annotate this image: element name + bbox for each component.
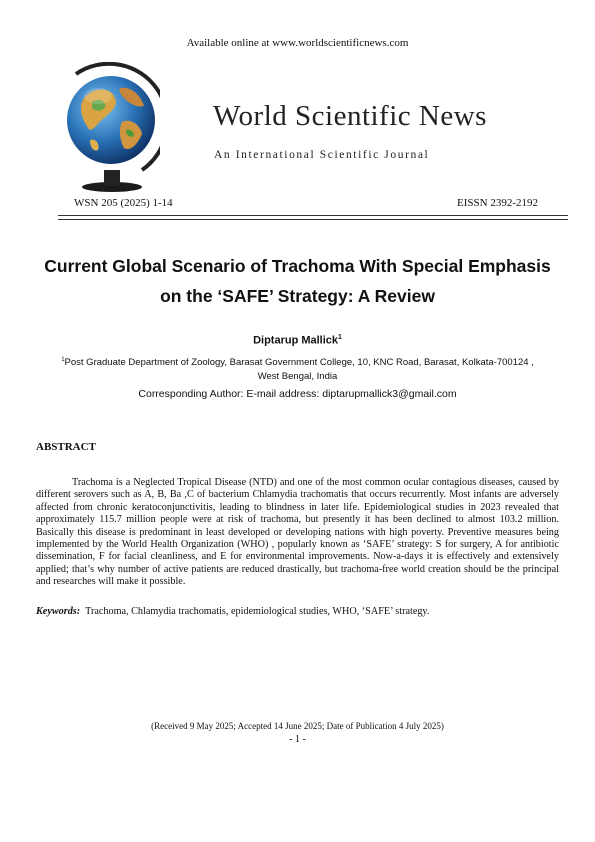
- journal-title: World Scientific News: [213, 100, 487, 132]
- keywords-list: Trachoma, Chlamydia trachomatis, epidemiological studies, WHO, ‘SAFE’ strategy.: [85, 606, 430, 617]
- abstract-body: [36, 477, 559, 589]
- keywords: [36, 606, 559, 617]
- affiliation-text-1: Post Graduate Department of Zoology, Barasat Government College, 10, KNC Road, Barasat, Kolkata-700124 ,: [64, 357, 534, 369]
- header-rule-thin: [58, 219, 568, 220]
- abstract-heading: ABSTRACT: [36, 441, 96, 453]
- header-rule-thick: [58, 215, 568, 216]
- page-number: - 1 -: [289, 734, 306, 745]
- affiliation: [40, 353, 555, 384]
- abstract-paragraph: Trachoma is a Neglected Tropical Disease (NTD) and one of the most common ocular contagious diseases, caused by different serovers such as A, B, Ba ,C of bacterium Chlamydia trachomatis that occurs recurrently. Most infants are adversely affected from chronic keratoconjunctivitis, leading to blindness in later life. Epidemiological studies in 2023 revealed that approximately 115.7 million people were at risk of trachoma, but presently it has been declined to almost 103.2 million. Basically this disease is predominant in least developed or developing nations with high poverty. Preventive measures being implemented by the World Health Organization (WHO) , popularly known as ‘SAFE’ strategy: S for surgery, A for antibiotic dissemination, F for facial cleanliness, and E for environmental improvements. Now-a-days it is effectively and extensively applied; that’s why number of active patients are reduced drastically, but trachoma-free world creation should be the principal and researches will make it possible.: [36, 477, 559, 588]
- keywords-colon: :: [76, 606, 81, 617]
- globe-icon: [64, 62, 160, 194]
- paper-title-line-1: Current Global Scenario of Trachoma With Special Emphasis: [44, 256, 551, 276]
- affiliation-line-1: [40, 353, 555, 370]
- affiliation-line-2: West Bengal, India: [257, 371, 338, 383]
- wsn-reference: WSN 205 (2025) 1-14: [74, 197, 173, 209]
- paper-title-line-2: on the ‘SAFE’ Strategy: A Review: [160, 286, 435, 306]
- paper-title: [20, 251, 575, 311]
- journal-subtitle: An International Scientific Journal: [214, 149, 430, 161]
- affiliation-mark: 1: [61, 357, 65, 363]
- eissn: EISSN 2392-2192: [457, 197, 538, 209]
- author: [0, 334, 595, 347]
- keywords-label: Keywords: [36, 606, 77, 617]
- corresponding-author: Corresponding Author: E-mail address: diptarupmallick3@gmail.com: [138, 388, 457, 400]
- received-dates: (Received 9 May 2025; Accepted 14 June 2025; Date of Publication 4 July 2025): [151, 721, 444, 731]
- author-affiliation-mark: 1: [338, 334, 342, 341]
- author-name: Diptarup Mallick: [253, 334, 339, 347]
- available-online-text: Available online at www.worldscientificnews.com: [186, 37, 409, 49]
